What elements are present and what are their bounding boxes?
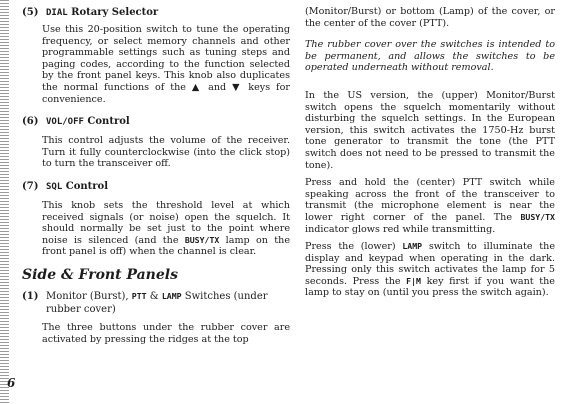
left-column	[22, 6, 290, 345]
section-heading: Side & Front Panels	[22, 266, 178, 283]
right-column	[305, 6, 555, 299]
note-rubber-cover: The rubber cover over the switches is intended to be permanent, and allows the switches to be operated underneath without removal.	[305, 39, 555, 74]
paragraph-monitor-burst: In the US version, the (upper) Monitor/Burst switch opens the squelch momentarily without disturbing the squelch settings. In the European version, this switch activates the 1750-Hz burst tone generator to transmit the tone (the PTT switch does not need to be pressed to transmit the tone).	[305, 89, 555, 171]
code-busy-tx-2: BUSY/TX	[520, 211, 555, 222]
code-sql: SQL	[46, 181, 63, 192]
code-lamp: LAMP	[161, 290, 182, 301]
heading-vol-off: (6) VOL/OFF Control	[22, 116, 130, 128]
heading-switches: (1) Monitor (Burst), PTT & LAMP Switches (under rubber cover)	[22, 290, 268, 315]
paragraph-sql: This knob sets the threshold level at which received signals (or noise) open the squelch. It should normally be set just to the point where noise is silenced (and the BUSY/TX lamp on the front panel is off) when the channel is clear.	[42, 199, 290, 258]
paragraph-dial: Use this 20-position switch to tune the operating frequency, or select memory channels and other programmable settings such as tuning steps and paging codes, according to the function selected by the front panel keys. This knob also duplicates the normal functions of the ▲ and ▼ keys for convenience.	[42, 24, 290, 105]
page-number: 6	[7, 376, 16, 390]
code-ptt: PTT	[131, 290, 147, 301]
code-fm-key: F|M	[406, 275, 421, 286]
heading-sql: (7) SQL Control	[22, 180, 109, 192]
code-vol-off: VOL/OFF	[46, 117, 84, 128]
paragraph-vol-off: This control adjusts the volume of the receiver. Turn it fully counterclockwise (into the click stop) to turn the transceiver off.	[42, 135, 290, 170]
heading-dial: (5) DIAL Rotary Selector	[22, 7, 159, 18]
code-lamp-2: LAMP	[402, 241, 423, 252]
code-busy-tx: BUSY/TX	[184, 234, 220, 245]
scan-edge	[0, 0, 9, 404]
paragraph-cover: (Monitor/Burst) or bottom (Lamp) of the cover, or the center of the cover (PTT).	[305, 6, 555, 29]
code-dial: DIAL	[46, 8, 68, 18]
paragraph-switches: The three buttons under the rubber cover are activated by pressing the ridges at the top	[42, 321, 290, 345]
down-arrow-icon: ▼	[232, 81, 243, 93]
paragraph-ptt: Press and hold the (center) PTT switch while speaking across the front of the transceiver to transmit (the microphone element is near the lower right corner of the panel. The BUSY/TX indicator glows red while transmitting.	[305, 177, 555, 235]
paragraph-lamp: Press the (lower) LAMP switch to illuminate the display and keypad when operating in the dark. Pressing only this switch activates the lamp for 5 seconds. Press the F|M key first if you want the lamp to stay on (until you press the switch again).	[305, 241, 555, 299]
up-arrow-icon: ▲	[191, 81, 203, 93]
